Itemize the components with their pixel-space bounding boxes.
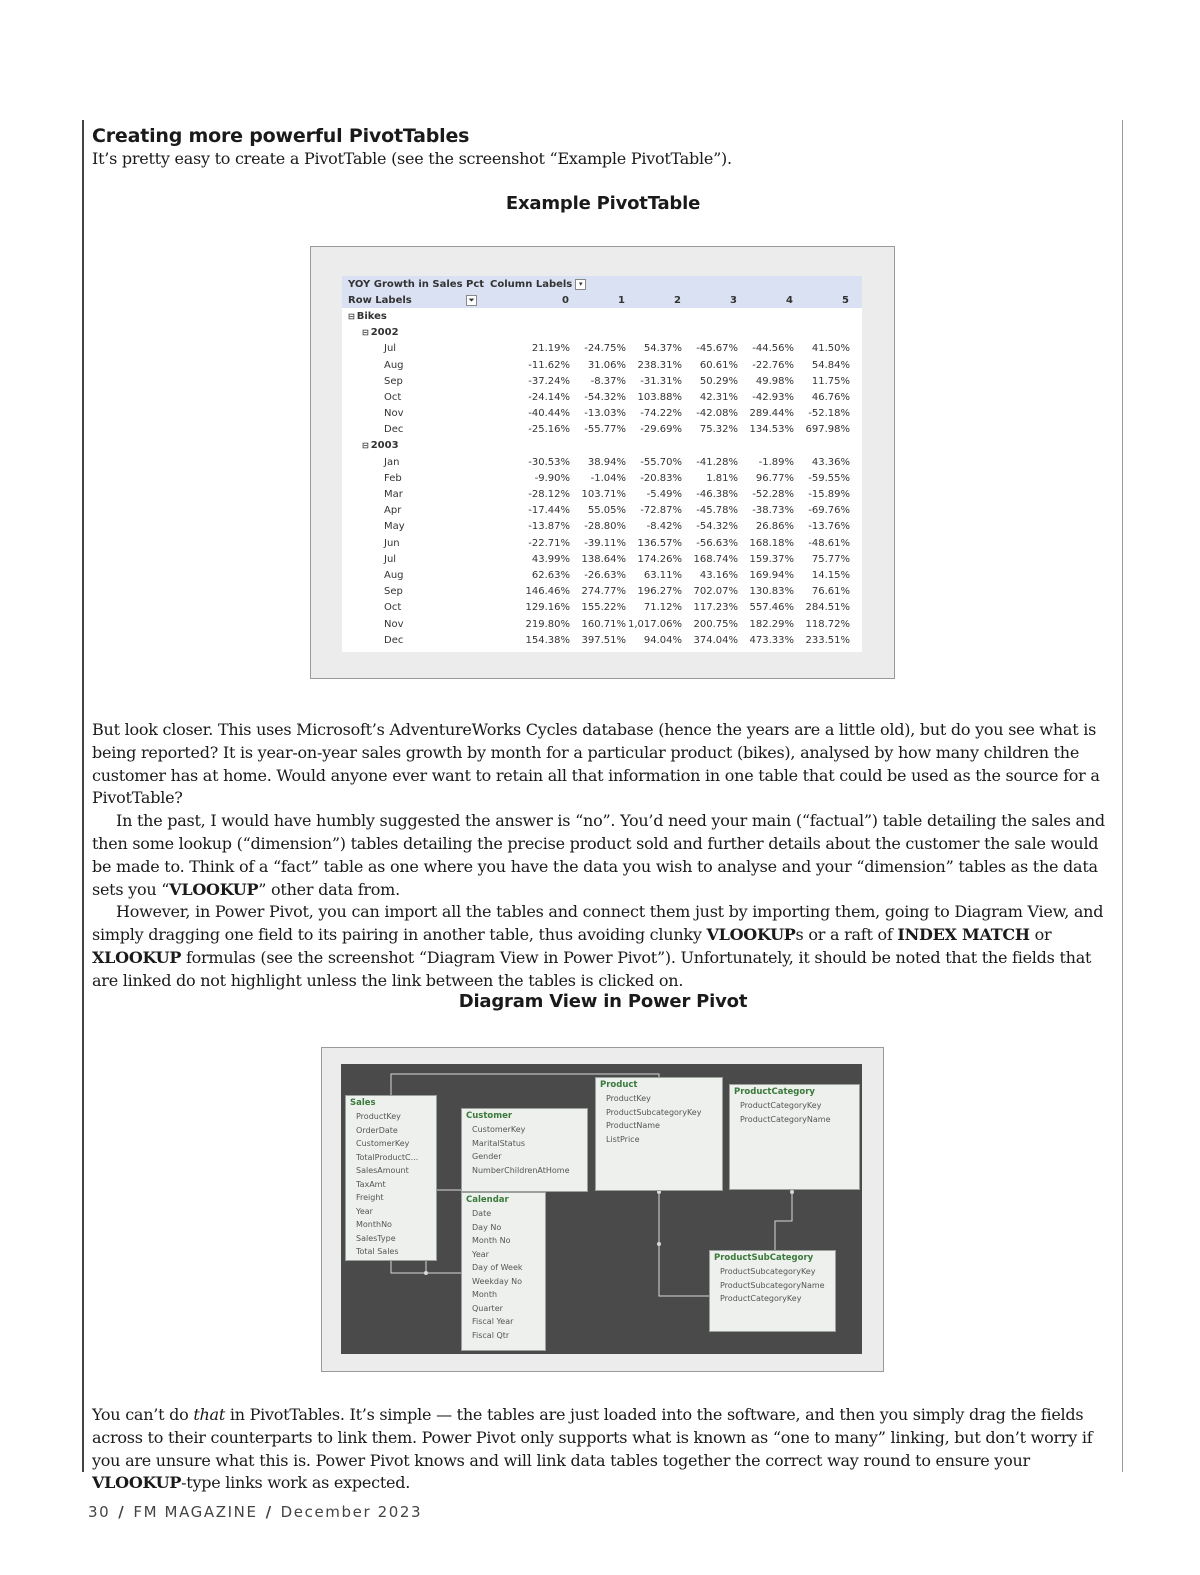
figure2-caption: Diagram View in Power Pivot bbox=[458, 991, 748, 1012]
table-customer[interactable] bbox=[461, 1108, 588, 1192]
pivot-cell: 54.37% bbox=[643, 343, 682, 355]
pivot-cell: -29.69% bbox=[640, 424, 682, 436]
table-productcategory[interactable] bbox=[729, 1084, 860, 1190]
table-sales[interactable] bbox=[345, 1095, 437, 1261]
pivot-cell: 1.81% bbox=[706, 472, 738, 484]
pivot-cell: -41.28% bbox=[696, 456, 738, 468]
table-field[interactable]: CustomerKey bbox=[356, 1139, 410, 1148]
pivot-data-row bbox=[342, 341, 862, 357]
pivot-cell: 160.71% bbox=[581, 618, 626, 630]
table-field[interactable]: Weekday No bbox=[472, 1276, 523, 1286]
pivot-row-labels: Row Labels bbox=[348, 294, 412, 306]
pivot-cell: -8.37% bbox=[590, 375, 626, 387]
pivot-column-header: 0 bbox=[562, 294, 569, 306]
pivot-cell: -39.11% bbox=[584, 537, 626, 549]
pivot-cell: 473.33% bbox=[749, 634, 794, 646]
table-field[interactable]: Day No bbox=[472, 1222, 502, 1232]
pivot-cell: -46.38% bbox=[696, 489, 738, 501]
pivot-cell: -69.76% bbox=[808, 505, 850, 517]
pivot-cell: 43.16% bbox=[699, 569, 738, 581]
table-field[interactable]: ProductKey bbox=[356, 1112, 401, 1121]
pivot-cell: -25.16% bbox=[528, 424, 570, 436]
pivot-cell: 75.77% bbox=[811, 553, 850, 565]
pivot-data-row bbox=[342, 373, 862, 389]
footer-separator: / bbox=[265, 1503, 273, 1521]
pivot-data-row bbox=[342, 406, 862, 422]
intro-block bbox=[92, 124, 1114, 171]
pivot-cell: 138.64% bbox=[581, 553, 626, 565]
table-field[interactable]: ProductCategoryName bbox=[740, 1114, 831, 1124]
pivot-cell: -24.75% bbox=[584, 343, 626, 355]
table-field[interactable]: Month bbox=[472, 1290, 498, 1299]
text-run: formulas (see the screenshot “Diagram View in Power Pivot”). Unfortunately, it should be noted that the fields that are linked do not highlight unless the link between the tables is clicked on. bbox=[92, 947, 1092, 990]
magazine-name: FM MAGAZINE bbox=[133, 1503, 258, 1521]
dropdown-arrow-icon[interactable]: ▾ bbox=[575, 279, 586, 290]
pivot-cell: 63.11% bbox=[643, 569, 682, 581]
pivot-cell: -54.32% bbox=[584, 391, 626, 403]
pivot-cell: 697.98% bbox=[805, 424, 850, 436]
text-run: s or a raft of bbox=[795, 925, 898, 945]
pivot-cell: 397.51% bbox=[581, 634, 626, 646]
pivot-month-label: Aug bbox=[384, 569, 404, 581]
pivot-cell: -54.32% bbox=[696, 521, 738, 533]
pivot-cell: 289.44% bbox=[749, 408, 794, 420]
pivot-cell: 11.75% bbox=[811, 375, 850, 387]
pivot-cell: -55.77% bbox=[584, 424, 626, 436]
pivot-column-header: 3 bbox=[730, 294, 737, 306]
text-run: or bbox=[1029, 925, 1052, 945]
table-field[interactable]: Year bbox=[356, 1206, 373, 1216]
right-rule bbox=[1122, 120, 1123, 1472]
table-title: Sales bbox=[350, 1098, 376, 1108]
filter-icon[interactable]: ⏷ bbox=[466, 295, 477, 306]
pivot-cell: -52.18% bbox=[808, 408, 850, 420]
pivot-cell: 219.80% bbox=[525, 618, 570, 630]
pivot-data-row bbox=[342, 535, 862, 551]
pivot-cell: -13.76% bbox=[808, 521, 850, 533]
pivot-cell: 155.22% bbox=[581, 602, 626, 614]
code-term: VLOOKUP bbox=[92, 1473, 182, 1493]
pivot-cell: -45.67% bbox=[696, 343, 738, 355]
pivot-data-row bbox=[342, 357, 862, 373]
table-calendar[interactable] bbox=[461, 1192, 546, 1351]
table-field[interactable]: ProductCategoryKey bbox=[740, 1101, 822, 1110]
pivot-cell: 49.98% bbox=[755, 375, 794, 387]
text-run: You can’t do bbox=[92, 1405, 194, 1424]
table-field[interactable]: ProductName bbox=[606, 1121, 660, 1130]
pivot-cell: -72.87% bbox=[640, 505, 682, 517]
table-field[interactable]: ProductSubcategoryKey bbox=[720, 1267, 816, 1276]
pivot-column-labels: Column Labels bbox=[490, 278, 573, 290]
pivot-cell: -28.12% bbox=[528, 489, 570, 501]
pivot-cell: -24.14% bbox=[528, 391, 570, 403]
table-product[interactable] bbox=[595, 1077, 723, 1191]
pivot-cell: 169.94% bbox=[749, 569, 794, 581]
closing-block bbox=[92, 1404, 1114, 1495]
pivot-cell: -22.76% bbox=[752, 359, 794, 371]
pivot-cell: 42.31% bbox=[699, 391, 738, 403]
pivot-cell: -26.63% bbox=[584, 569, 626, 581]
table-field[interactable]: Freight bbox=[356, 1193, 384, 1202]
table-field[interactable]: ListPrice bbox=[606, 1134, 640, 1144]
pivot-cell: -48.61% bbox=[808, 537, 850, 549]
pivot-cell: 26.86% bbox=[755, 521, 794, 533]
pivot-cell: 14.15% bbox=[811, 569, 850, 581]
pivot-data-row bbox=[342, 616, 862, 632]
pivot-cell: -8.42% bbox=[646, 521, 682, 533]
pivot-year-label: 2003 bbox=[370, 440, 399, 452]
pivot-month-label: Mar bbox=[384, 489, 403, 501]
pivot-table bbox=[342, 276, 862, 652]
code-term: XLOOKUP bbox=[92, 947, 182, 967]
pivot-cell: 38.94% bbox=[587, 456, 626, 468]
pivot-cell: 557.46% bbox=[749, 602, 794, 614]
pivot-cell: 41.50% bbox=[811, 343, 850, 355]
pivot-cell: -15.89% bbox=[808, 489, 850, 501]
pivot-cell: -11.62% bbox=[528, 359, 570, 371]
table-field[interactable]: TotalProductC... bbox=[356, 1152, 419, 1162]
table-title: Calendar bbox=[466, 1195, 509, 1205]
pivot-data-row bbox=[342, 503, 862, 519]
pivot-cell: 21.19% bbox=[531, 343, 570, 355]
pivot-column-header: 4 bbox=[786, 294, 793, 306]
table-field[interactable]: Month No bbox=[472, 1236, 511, 1245]
pivot-cell: -30.53% bbox=[528, 456, 570, 468]
pivot-cell: -59.55% bbox=[808, 472, 850, 484]
body-paragraph-4 bbox=[92, 1404, 1114, 1495]
pivot-cell: 129.16% bbox=[525, 602, 570, 614]
pivot-cell: 50.29% bbox=[699, 375, 738, 387]
table-field[interactable]: Fiscal Qtr bbox=[472, 1330, 510, 1340]
pivot-cell: -52.28% bbox=[752, 489, 794, 501]
body-paragraph-1: But look closer. This uses Microsoft’s AdventureWorks Cycles database (hence the years are a little old), but do you see what is being reported? It is year-on-year sales growth by month for a particular product (bikes), analysed by how many children the customer has at home. Would anyone ever want to retain all that information in one table that could be used as the source for a PivotTable? bbox=[92, 720, 1100, 808]
pivot-cell: 43.99% bbox=[531, 553, 570, 565]
pivot-cell: 284.51% bbox=[805, 602, 850, 614]
pivot-cell: -37.24% bbox=[528, 375, 570, 387]
pivot-category-row bbox=[342, 308, 862, 324]
page-footer bbox=[88, 1503, 422, 1521]
pivot-data-row bbox=[342, 470, 862, 486]
pivot-cell: 146.46% bbox=[525, 586, 570, 598]
pivot-cell: 168.18% bbox=[749, 537, 794, 549]
pivot-cell: -40.44% bbox=[528, 408, 570, 420]
diagram-view bbox=[341, 1064, 862, 1354]
table-field[interactable]: Quarter bbox=[472, 1303, 503, 1313]
pivot-data-row bbox=[342, 600, 862, 616]
table-field[interactable]: Gender bbox=[472, 1152, 502, 1161]
pivot-cell: -13.87% bbox=[528, 521, 570, 533]
pivot-cell: 117.23% bbox=[693, 602, 738, 614]
emphasis: that bbox=[193, 1405, 226, 1424]
pivot-data-row bbox=[342, 454, 862, 470]
pivot-cell: 54.84% bbox=[811, 359, 850, 371]
pivot-month-label: Jan bbox=[384, 456, 400, 468]
table-field[interactable]: ProductSubcategoryKey bbox=[606, 1107, 702, 1117]
table-field[interactable]: NumberChildrenAtHome bbox=[472, 1165, 570, 1175]
pivot-cell: -74.22% bbox=[640, 408, 682, 420]
table-field[interactable]: CustomerKey bbox=[472, 1125, 526, 1134]
pivot-cell: 75.32% bbox=[699, 424, 738, 436]
table-field[interactable]: Total Sales bbox=[356, 1247, 399, 1256]
pivot-cell: 200.75% bbox=[693, 618, 738, 630]
pivot-cell: -42.93% bbox=[752, 391, 794, 403]
pivot-month-label: Dec bbox=[384, 424, 404, 436]
pivot-cell: -1.89% bbox=[758, 456, 794, 468]
left-rule bbox=[82, 120, 84, 1472]
pivot-cell: -55.70% bbox=[640, 456, 682, 468]
pivot-cell: 71.12% bbox=[643, 602, 682, 614]
pivot-cell: -28.80% bbox=[584, 521, 626, 533]
pivot-month-label: Jul bbox=[384, 343, 397, 355]
link-category-subcategory bbox=[775, 1192, 792, 1250]
code-term: VLOOKUP bbox=[706, 925, 796, 945]
pivot-cell: 702.07% bbox=[693, 586, 738, 598]
table-field[interactable]: SalesType bbox=[356, 1233, 396, 1243]
table-field[interactable]: TaxAmt bbox=[356, 1179, 386, 1189]
table-field[interactable]: MaritalStatus bbox=[472, 1138, 526, 1148]
table-title: ProductCategory bbox=[734, 1087, 815, 1097]
pivot-cell: -42.08% bbox=[696, 408, 738, 420]
issue-date: December 2023 bbox=[280, 1503, 423, 1521]
pivot-year-label: 2002 bbox=[370, 327, 399, 339]
pivot-cell: -1.04% bbox=[590, 472, 626, 484]
pivot-cell: -56.63% bbox=[696, 537, 738, 549]
body-paragraph-3 bbox=[92, 901, 1114, 992]
code-term: INDEX MATCH bbox=[897, 925, 1030, 945]
pivot-month-label: Sep bbox=[384, 375, 403, 387]
pivot-month-label: Nov bbox=[384, 408, 404, 420]
pivot-measure-label: YOY Growth in Sales Pct bbox=[348, 278, 485, 290]
body-block bbox=[92, 719, 1114, 993]
pivot-cell: 274.77% bbox=[581, 586, 626, 598]
pivot-cell: 62.63% bbox=[531, 569, 570, 581]
pivot-cell: 94.04% bbox=[643, 634, 682, 646]
pivot-data-row bbox=[342, 632, 862, 648]
pivot-cell: -38.73% bbox=[752, 505, 794, 517]
pivot-cell: 43.36% bbox=[811, 456, 850, 468]
pivot-cell: 76.61% bbox=[811, 586, 850, 598]
section-heading: Creating more powerful PivotTables bbox=[92, 125, 470, 147]
pivot-cell: -17.44% bbox=[528, 505, 570, 517]
pivot-cell: 96.77% bbox=[755, 472, 794, 484]
intro-paragraph: It’s pretty easy to create a PivotTable (see the screenshot “Example PivotTable”). bbox=[92, 149, 732, 168]
text-run: -type links work as expected. bbox=[181, 1473, 411, 1493]
pivot-data-row bbox=[342, 551, 862, 567]
table-title: Product bbox=[600, 1080, 638, 1090]
pivot-data-row bbox=[342, 567, 862, 583]
pivot-column-header: 5 bbox=[842, 294, 849, 306]
figure1-caption: Example PivotTable bbox=[505, 193, 701, 214]
pivot-cell: -22.71% bbox=[528, 537, 570, 549]
pivot-cell: 130.83% bbox=[749, 586, 794, 598]
table-title: Customer bbox=[466, 1111, 513, 1121]
pivot-cell: 103.88% bbox=[637, 391, 682, 403]
pivot-month-label: Nov bbox=[384, 618, 404, 630]
table-field[interactable]: Date bbox=[472, 1209, 492, 1218]
table-field[interactable]: ProductCategoryKey bbox=[720, 1294, 802, 1303]
table-productsubcategory[interactable] bbox=[709, 1250, 836, 1332]
pivot-year-row bbox=[342, 325, 862, 341]
pivot-header-row-1 bbox=[342, 276, 862, 292]
pivot-cell: 182.29% bbox=[749, 618, 794, 630]
table-field[interactable]: OrderDate bbox=[356, 1125, 398, 1135]
pivot-cell: 196.27% bbox=[637, 586, 682, 598]
pivot-month-label: Oct bbox=[384, 391, 402, 403]
body-paragraph-2 bbox=[92, 810, 1114, 901]
pivot-cell: -5.49% bbox=[646, 489, 682, 501]
collapse-icon[interactable]: ⊟ bbox=[362, 441, 369, 451]
collapse-icon[interactable]: ⊟ bbox=[362, 328, 369, 338]
pivot-month-label: Jun bbox=[384, 537, 400, 549]
text-run: in PivotTables. It’s simple — the tables are just loaded into the software, and then you simply drag the fields across to their counterparts to link them. Power Pivot only supports what is known as “one to many” linking, but don’t worry if you are unsure what this is. Power Pivot knows and will link data tables together the correct way round to ensure your bbox=[92, 1405, 1093, 1470]
pivot-cell: -44.56% bbox=[752, 343, 794, 355]
pivot-cell: 55.05% bbox=[587, 505, 626, 517]
pivot-cell: 233.51% bbox=[805, 634, 850, 646]
table-title: ProductSubCategory bbox=[714, 1253, 814, 1263]
pivot-data-row bbox=[342, 519, 862, 535]
pivot-cell: 103.71% bbox=[581, 489, 626, 501]
link-product-subcategory bbox=[659, 1192, 709, 1296]
pivot-year-row bbox=[342, 438, 862, 454]
table-field[interactable]: Day of Week bbox=[472, 1263, 523, 1272]
text-run: However, in Power Pivot, you can import all the tables and connect them just by importing them, going to Diagram View, and simply dragging one field to its pairing in another table, thus avoiding clunky bbox=[92, 902, 1104, 945]
table-field[interactable]: ProductKey bbox=[606, 1094, 651, 1103]
pivot-cell: 46.76% bbox=[811, 391, 850, 403]
pivot-cell: 168.74% bbox=[693, 553, 738, 565]
pivot-header-row-2 bbox=[342, 292, 862, 308]
pivot-month-label: Apr bbox=[384, 505, 402, 517]
text-run: ” other data from. bbox=[258, 879, 400, 899]
pivot-cell: 374.04% bbox=[693, 634, 738, 646]
table-field[interactable]: Fiscal Year bbox=[472, 1317, 514, 1326]
pivot-cell: 154.38% bbox=[525, 634, 570, 646]
pivot-cell: 159.37% bbox=[749, 553, 794, 565]
pivot-cell: 1,017.06% bbox=[627, 618, 682, 630]
pivot-column-header: 1 bbox=[618, 294, 625, 306]
pivot-cell: -13.03% bbox=[584, 408, 626, 420]
collapse-icon[interactable]: ⊟ bbox=[348, 311, 355, 321]
pivot-cell: 136.57% bbox=[637, 537, 682, 549]
pivot-month-label: Sep bbox=[384, 586, 403, 598]
pivot-month-label: Jul bbox=[384, 553, 397, 565]
pivot-data-row bbox=[342, 389, 862, 405]
text-run: In the past, I would have humbly suggested the answer is “no”. You’d need your main (“factual”) table detailing the sales and then some lookup (“dimension”) tables detailing the precise product sold and further details about the customer the sale would be made to. Think of a “fact” table as one where you have the data you wish to analyse and your “dimension” tables as the data sets you “ bbox=[92, 811, 1105, 899]
pivot-cell: 118.72% bbox=[805, 618, 850, 630]
pivot-month-label: May bbox=[384, 521, 405, 533]
pivot-cell: 60.61% bbox=[699, 359, 738, 371]
pivot-cell: -45.78% bbox=[696, 505, 738, 517]
pivot-cell: -31.31% bbox=[640, 375, 682, 387]
pivot-month-label: Feb bbox=[384, 472, 402, 484]
pivot-month-label: Dec bbox=[384, 634, 404, 646]
pivot-cell: -9.90% bbox=[534, 472, 570, 484]
pivot-category-label: Bikes bbox=[356, 310, 387, 322]
code-term: VLOOKUP bbox=[169, 879, 259, 899]
pivot-cell: 134.53% bbox=[749, 424, 794, 436]
pivot-data-row bbox=[342, 486, 862, 502]
pivot-cell: 174.26% bbox=[637, 553, 682, 565]
pivot-data-row bbox=[342, 584, 862, 600]
table-field[interactable]: MonthNo bbox=[356, 1220, 392, 1229]
pivot-cell: 238.31% bbox=[637, 359, 682, 371]
pivot-cell: 31.06% bbox=[587, 359, 626, 371]
pivot-month-label: Aug bbox=[384, 359, 404, 371]
pivot-cell: -20.83% bbox=[640, 472, 682, 484]
page-number: 30 bbox=[88, 1503, 111, 1521]
table-field[interactable]: Year bbox=[472, 1249, 489, 1259]
table-field[interactable]: ProductSubcategoryName bbox=[720, 1280, 825, 1290]
table-field[interactable]: SalesAmount bbox=[356, 1166, 409, 1175]
pivot-month-label: Oct bbox=[384, 602, 402, 614]
pivot-column-header: 2 bbox=[674, 294, 681, 306]
footer-separator: / bbox=[118, 1503, 126, 1521]
pivot-data-row bbox=[342, 422, 862, 438]
